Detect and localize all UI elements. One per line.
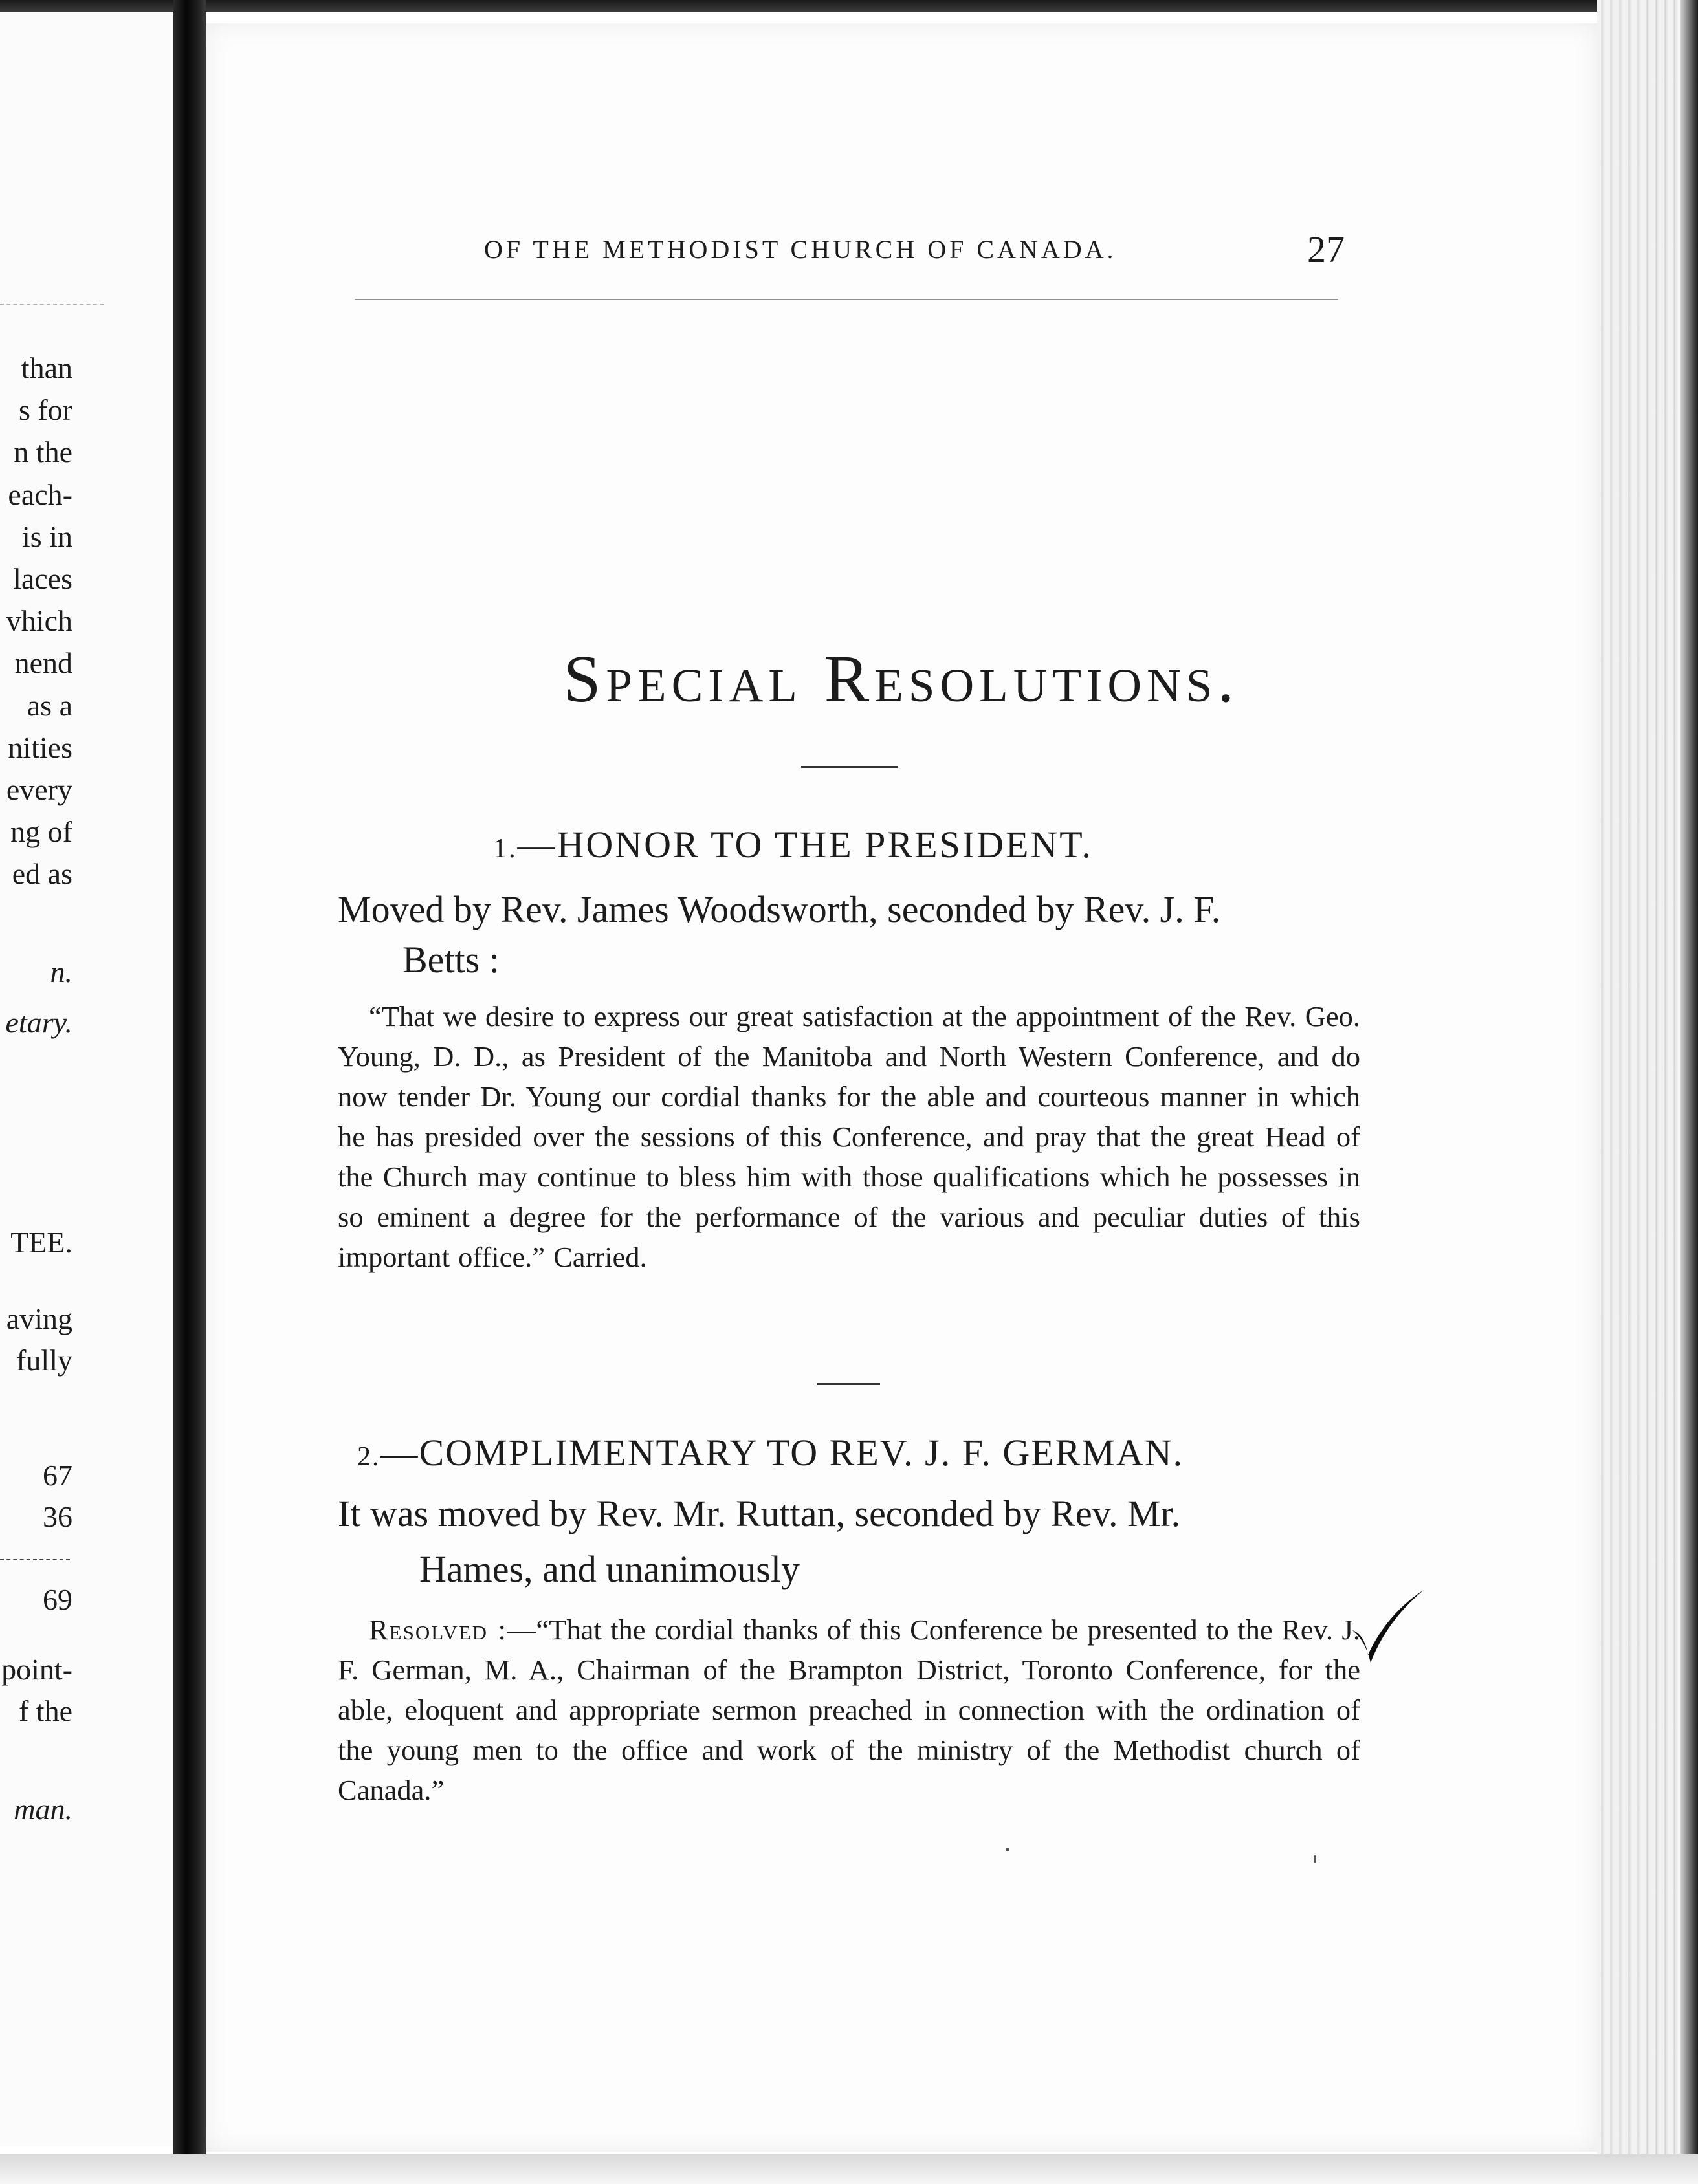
running-head: OF THE METHODIST CHURCH OF CANADA. xyxy=(484,235,1117,264)
previous-page-line: is in xyxy=(22,520,72,553)
previous-page-line: n the xyxy=(14,435,72,468)
previous-page-line: every xyxy=(6,773,72,806)
previous-page-line: vhich xyxy=(6,604,72,637)
motion-line-continued: Hames, and unanimously xyxy=(419,1548,800,1590)
previous-page-line: point- xyxy=(1,1653,72,1686)
resolution-text-2 xyxy=(338,1610,1360,1810)
motion-line: It was moved by Rev. Mr. Ruttan, seconded by Rev. Mr. xyxy=(338,1492,1181,1534)
stray-mark xyxy=(1006,1848,1009,1851)
previous-page-line: laces xyxy=(13,562,72,595)
previous-page-line: TEE. xyxy=(10,1226,72,1259)
previous-page-line: s for xyxy=(18,393,72,426)
previous-page-line: 69 xyxy=(43,1583,72,1616)
section-number: 1. xyxy=(493,834,518,864)
section-heading-1 xyxy=(493,823,1093,866)
previous-page-line: as a xyxy=(27,689,72,722)
previous-page-line: f the xyxy=(18,1694,72,1727)
header-rule xyxy=(355,299,1338,300)
title-divider xyxy=(801,766,898,768)
motion-line-continued: Betts : xyxy=(402,939,500,981)
motion-line: Moved by Rev. James Woodsworth, seconded by Rev. J. F. xyxy=(338,888,1221,930)
resolution-body: —“That the cordial thanks of this Conference be presented to the Rev. J. F. German, M. A., Chairman of the Brampton District, Toronto Conference, for the able, eloquent and appropriate sermon preached in connection with the ordination of the young men to the office and work of the ministry of the Methodist church of Canada.” xyxy=(338,1613,1360,1806)
previous-page-line: fully xyxy=(16,1344,72,1377)
previous-page-line: nities xyxy=(8,731,72,764)
resolution-body: “That we desire to express our great satisfaction at the appointment of the Rev. Geo. Young, D. D., as President of the Manitoba and North Western Conference, and do now tender Dr. Young our cordial thanks for the able and courteous manner in which he has presided over the sessions of this Conference, and pray that the great Head of the Church may continue to bless him with those qualifications which he possesses in so eminent a degree for the performance of the various and peculiar duties of this important office.” Carried. xyxy=(338,1000,1360,1273)
previous-page-sum-rule xyxy=(0,1559,70,1560)
resolution-text-1 xyxy=(338,996,1360,1277)
previous-page-line: ng of xyxy=(10,815,72,848)
previous-page-line: etary. xyxy=(5,1006,72,1039)
section-heading-text: —HONOR TO THE PRESIDENT. xyxy=(517,824,1093,866)
stray-mark xyxy=(1314,1855,1316,1863)
section-heading-text: —COMPLIMENTARY TO REV. J. F. GERMAN. xyxy=(380,1432,1184,1474)
page-number: 27 xyxy=(1307,228,1345,270)
section-number: 2. xyxy=(357,1442,380,1472)
previous-page-line: ed as xyxy=(12,857,72,890)
previous-page-line: man. xyxy=(14,1793,72,1826)
page-edges xyxy=(1597,0,1698,2184)
previous-page-line: n. xyxy=(50,956,72,988)
book-spine xyxy=(173,0,206,2184)
previous-page-line: 67 xyxy=(43,1459,72,1492)
section-divider xyxy=(817,1383,880,1385)
previous-page-line: 36 xyxy=(43,1500,72,1533)
previous-page-line: nend xyxy=(14,646,72,679)
previous-page-line: each- xyxy=(8,478,72,511)
section-heading-2 xyxy=(357,1431,1184,1474)
scan-top-edge xyxy=(0,0,1698,12)
scan-bottom-edge xyxy=(0,2154,1698,2184)
previous-page-line: aving xyxy=(6,1302,72,1335)
check-mark-icon xyxy=(1349,1588,1426,1665)
previous-page-fragment xyxy=(0,12,173,2146)
page-title: Special Resolutions. xyxy=(563,642,1240,716)
previous-page-line: than xyxy=(21,351,72,384)
resolution-label: Resolved : xyxy=(369,1613,507,1646)
previous-page-text xyxy=(0,12,173,2146)
